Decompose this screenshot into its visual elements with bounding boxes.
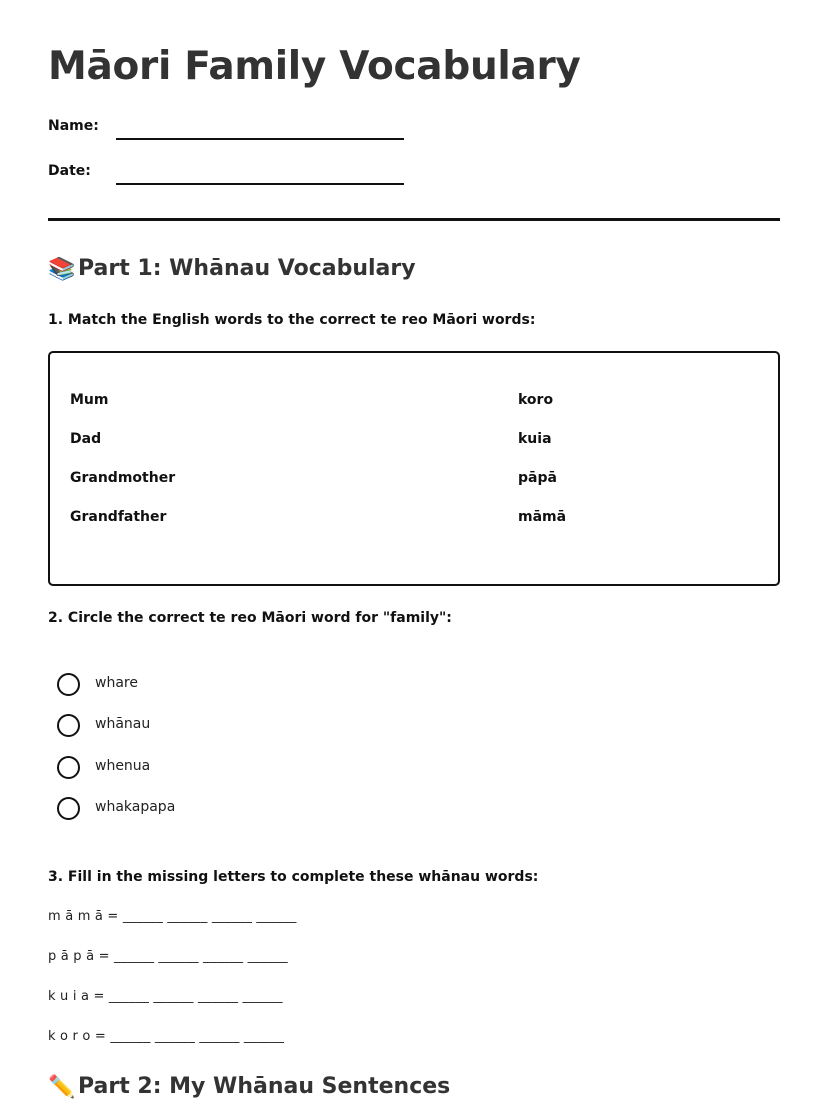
part1-heading: [48, 256, 416, 282]
q1-prompt: 1. Match the English words to the correct te reo Māori words:: [48, 312, 536, 328]
radio-circle[interactable]: [57, 714, 80, 737]
fill-line-mama[interactable]: m ā m ā = ______ ______ ______ ______: [48, 909, 297, 924]
part2-heading-text: Part 2: My Whānau Sentences: [78, 1074, 451, 1099]
part1-heading-text: Part 1: Whānau Vocabulary: [78, 256, 416, 281]
option-whenua[interactable]: [57, 756, 357, 780]
option-whanau[interactable]: [57, 714, 357, 738]
option-label: whenua: [95, 758, 151, 774]
radio-circle[interactable]: [57, 756, 80, 779]
maori-word: pāpā: [518, 470, 557, 486]
maori-word: koro: [518, 392, 554, 408]
option-label: whare: [95, 675, 138, 691]
english-word: Grandmother: [70, 470, 176, 486]
english-word: Grandfather: [70, 509, 167, 525]
maori-word: kuia: [518, 431, 552, 447]
radio-circle[interactable]: [57, 797, 80, 820]
english-word: Mum: [70, 392, 109, 408]
fill-line-papa[interactable]: p ā p ā = ______ ______ ______ ______: [48, 949, 288, 964]
option-label: whakapapa: [95, 799, 176, 815]
matching-box: [48, 351, 780, 586]
q3-prompt: 3. Fill in the missing letters to complete these whānau words:: [48, 869, 539, 885]
name-label: Name:: [48, 118, 99, 134]
page-title: Māori Family Vocabulary: [48, 44, 581, 89]
option-whakapapa[interactable]: [57, 797, 357, 821]
date-label: Date:: [48, 163, 91, 179]
q2-prompt: 2. Circle the correct te reo Māori word for "family":: [48, 610, 452, 626]
fill-line-koro[interactable]: k o r o = ______ ______ ______ ______: [48, 1029, 285, 1044]
option-whare[interactable]: [57, 673, 357, 697]
name-line[interactable]: [116, 138, 404, 140]
header-divider: [48, 218, 780, 221]
name-field: [48, 118, 448, 142]
radio-circle[interactable]: [57, 673, 80, 696]
maori-word: māmā: [518, 509, 567, 525]
part2-heading: [48, 1074, 450, 1100]
option-label: whānau: [95, 716, 151, 732]
date-field: [48, 163, 448, 187]
books-icon: 📚: [48, 257, 76, 282]
pencil-icon: ✏️: [48, 1075, 76, 1100]
english-word: Dad: [70, 431, 102, 447]
date-line[interactable]: [116, 183, 404, 185]
fill-line-kuia[interactable]: k u i a = ______ ______ ______ ______: [48, 989, 283, 1004]
